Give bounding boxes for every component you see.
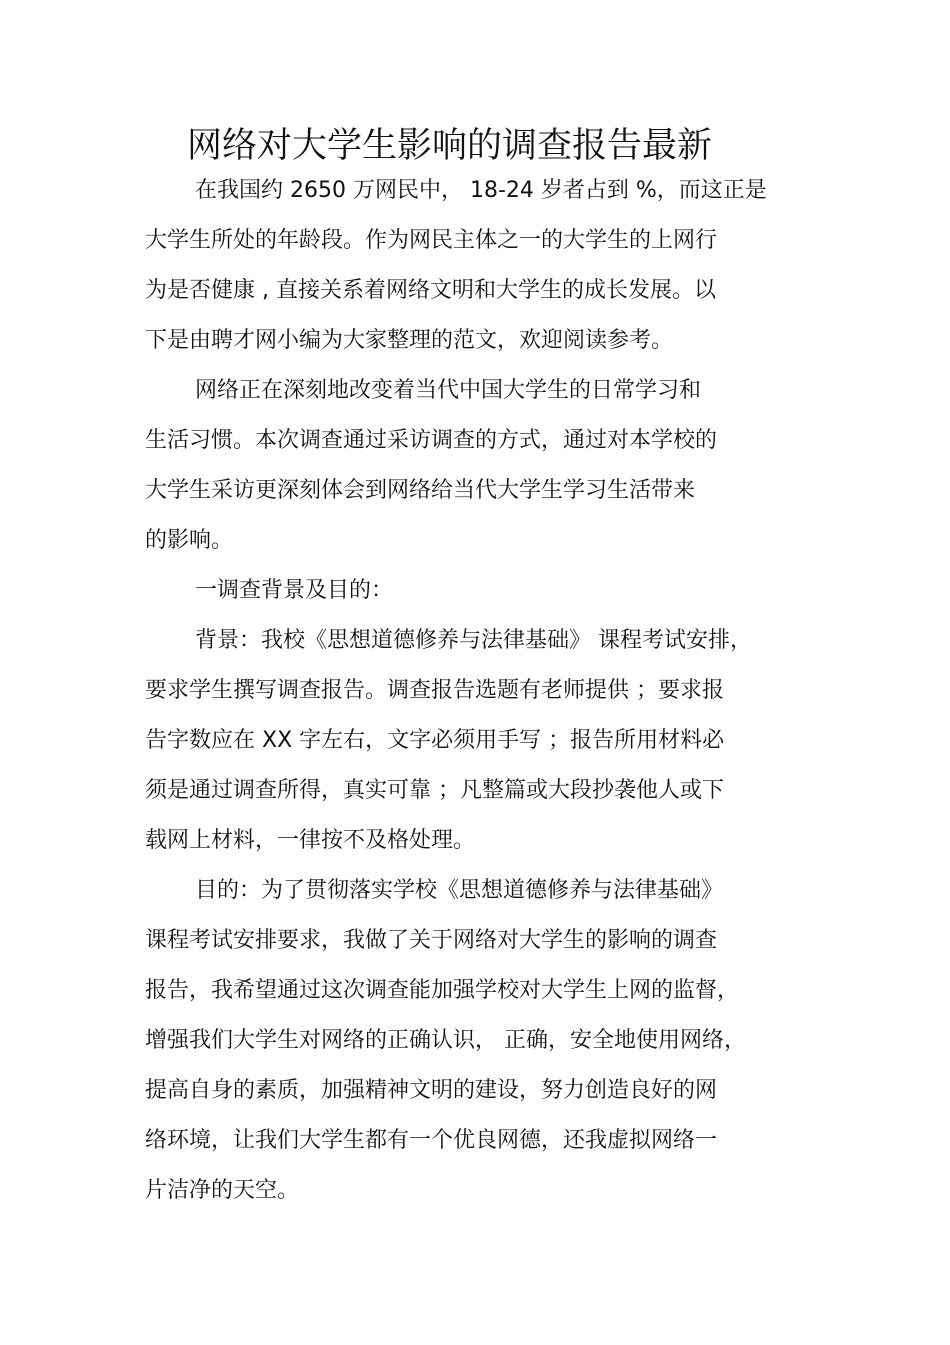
paragraph-line: 在我国约 2650 万网民中， 18-24 岁者占到 %，而这正是 — [195, 178, 767, 203]
paragraph-line: 须是通过调查所得，真实可靠 ；凡整篇或大段抄袭他人或下 — [145, 778, 724, 803]
paragraph-line: 要求学生撰写调查报告。调查报告选题有老师提供 ；要求报 — [145, 678, 724, 703]
paragraph-line: 网络正在深刻地改变着当代中国大学生的日常学习和 — [195, 378, 702, 403]
paragraph-line: 目的：为了贯彻落实学校《思想道德修养与法律基础》 — [195, 878, 724, 903]
paragraph-line: 生活习惯。本次调查通过采访调查的方式，通过对本学校的 — [145, 428, 718, 453]
paragraph-line: 下是由聘才网小编为大家整理的范文，欢迎阅读参考。 — [145, 328, 674, 353]
paragraph-line: 载网上材料，一律按不及格处理。 — [145, 828, 476, 853]
paragraph-line: 为是否健康 , 直接关系着网络文明和大学生的成长发展。以 — [145, 278, 716, 303]
paragraph-line: 增强我们大学生对网络的正确认识， 正确，安全地使用网络， — [145, 1028, 746, 1053]
paragraph-line: 的影响。 — [145, 528, 234, 553]
paragraph-line: 背景：我校《思想道德修养与法律基础》 课程考试安排， — [195, 628, 752, 653]
paragraph-line: 片洁净的天空。 — [145, 1178, 300, 1203]
paragraph-line: 课程考试安排要求，我做了关于网络对大学生的影响的调查 — [145, 928, 718, 953]
paragraph-line: 大学生所处的年龄段。作为网民主体之一的大学生的上网行 — [145, 228, 718, 253]
paragraph-line: 络环境，让我们大学生都有一个优良网德，还我虚拟网络一 — [145, 1128, 718, 1153]
paragraph-line: 提高自身的素质，加强精神文明的建设，努力创造良好的网 — [145, 1078, 718, 1103]
paragraph-line: 告字数应在 XX 字左右，文字必须用手写 ；报告所用材料必 — [145, 728, 725, 753]
section-heading: 一调查背景及目的： — [195, 578, 394, 603]
paragraph-line: 报告，我希望通过这次调查能加强学校对大学生上网的监督， — [145, 978, 740, 1003]
document-title: 网络对大学生影响的调查报告最新 — [187, 126, 713, 166]
paragraph-line: 大学生采访更深刻体会到网络给当代大学生学习生活带来 — [145, 478, 696, 503]
